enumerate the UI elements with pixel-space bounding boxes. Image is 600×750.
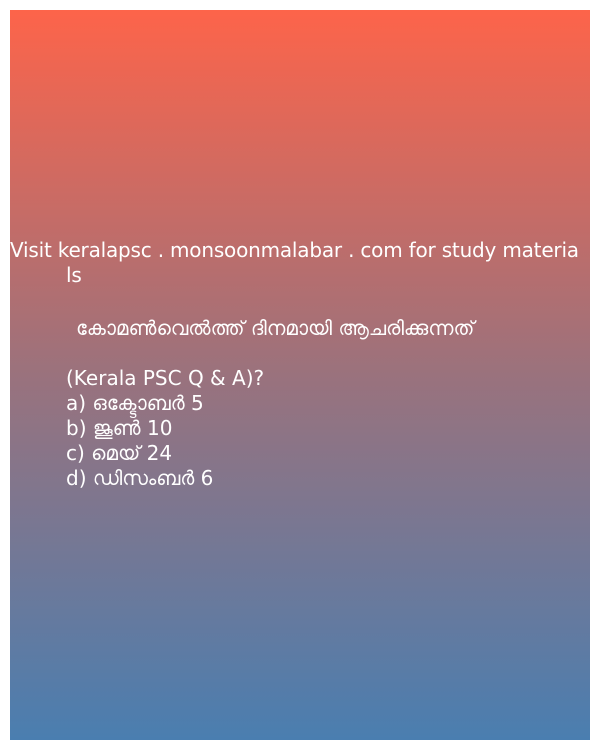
question-text: കോമൺവെൽത്ത് ദിനമായി ആചരിക്കുന്നത്: [76, 316, 475, 340]
promo-line-2: ls: [66, 263, 82, 287]
option-d: d) ഡിസംബർ 6: [66, 466, 214, 490]
option-c: c) മെയ് 24: [66, 441, 173, 465]
option-b: b) ജൂൺ 10: [66, 416, 173, 440]
quiz-card: [10, 10, 590, 740]
answer-block: [66, 366, 264, 491]
promo-text: [10, 238, 590, 288]
question-tag: (Kerala PSC Q & A)?: [66, 366, 265, 390]
option-a: a) ഒക്ടോബർ 5: [66, 391, 204, 415]
promo-line-1: Visit keralapsc . monsoonmalabar . com for study materia: [10, 238, 579, 262]
